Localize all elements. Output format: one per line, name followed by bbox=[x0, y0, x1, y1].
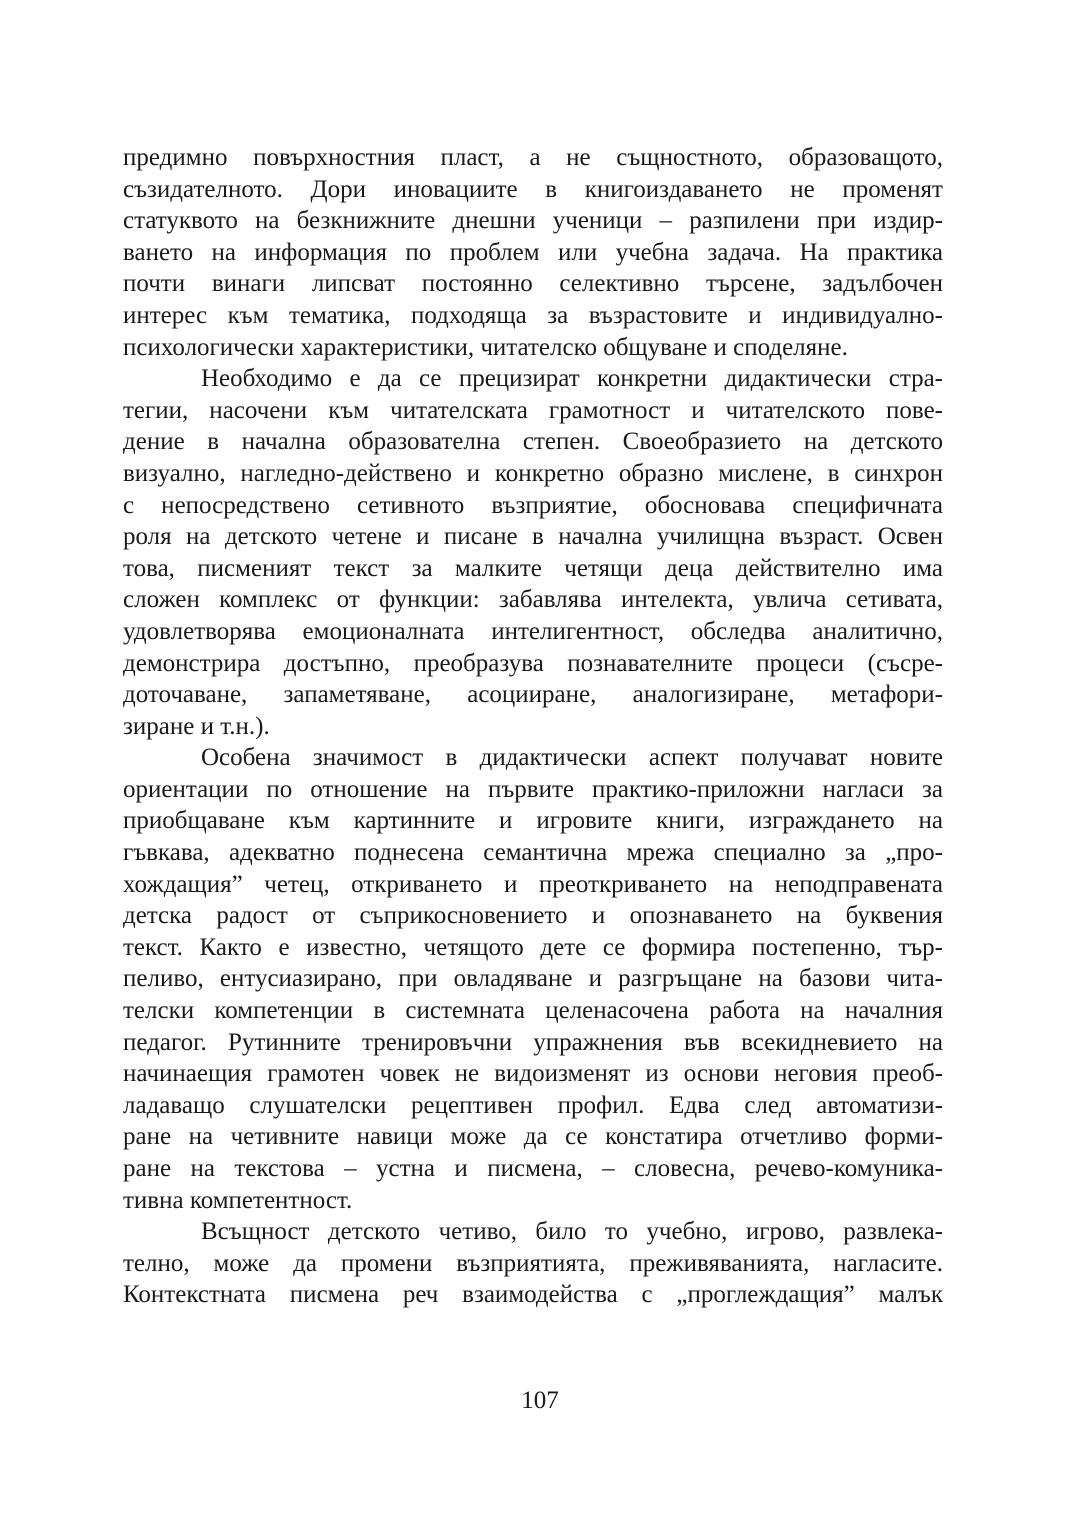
text-line: с непосредствено сетивното възприятие, обосновава специфичната bbox=[123, 491, 943, 519]
text-line: хождащия” четец, откриването и преоткриването на неподправената bbox=[123, 870, 943, 898]
text-line: телски компетенции в системната целенасочена работа на началния bbox=[123, 997, 943, 1025]
text-line: пеливо, ентусиазирано, при овладяване и разгръщане на базови чита- bbox=[123, 965, 943, 993]
text-line: Необходимо е да се прецизират конкретни дидактически стра- bbox=[201, 365, 943, 393]
text-line: статуквото на безкнижните днешни ученици – разпилени при издир- bbox=[123, 207, 943, 235]
text-line: психологически характеристики, читателско общуване и споделяне. bbox=[123, 333, 848, 361]
text-line: дение в начална образователна степен. Своеобразието на детското bbox=[123, 428, 943, 456]
text-line: това, писменият текст за малките четящи деца действително има bbox=[123, 554, 943, 582]
text-line: доточаване, запаметяване, асоцииране, аналогизиране, метафори- bbox=[123, 681, 943, 709]
paragraph bbox=[123, 363, 943, 742]
text-line: роля на детското четене и писане в начална училищна възраст. Освен bbox=[123, 523, 943, 551]
body-text bbox=[123, 142, 943, 1311]
text-line: съзидателното. Дори иновациите в книгоиздаването не променят bbox=[123, 175, 943, 203]
text-line: Особена значимост в дидактически аспект получават новите bbox=[201, 744, 943, 772]
text-line: визуално, нагледно-действено и конкретно образно мислене, в синхрон bbox=[123, 459, 943, 487]
text-line: педагог. Рутинните тренировъчни упражнения във всекидневието на bbox=[123, 1028, 943, 1056]
text-line: ориентации по отношение на първите практико-приложни нагласи за bbox=[123, 775, 943, 803]
page-number: 107 bbox=[521, 1387, 559, 1414]
text-line: текст. Както е известно, четящото дете се формира постепенно, тър- bbox=[123, 933, 943, 961]
text-line: детска радост от съприкосновението и опознаването на буквения bbox=[123, 902, 943, 930]
text-line: сложен комплекс от функции: забавлява интелекта, увлича сетивата, bbox=[123, 586, 943, 614]
text-line: Всъщност детското четиво, било то учебно, игрово, развлека- bbox=[201, 1218, 943, 1246]
text-line: почти винаги липсват постоянно селективно търсене, задълбочен bbox=[123, 270, 943, 298]
text-line: предимно повърхностния пласт, а не същностното, образоващото, bbox=[123, 144, 943, 171]
text-line: приобщаване към картинните и игровите книги, изграждането на bbox=[123, 807, 943, 835]
text-line: зиране и т.н.). bbox=[123, 712, 270, 740]
paragraph bbox=[123, 142, 943, 363]
text-line: тегии, насочени към читателската грамотност и читателското пове- bbox=[123, 396, 943, 424]
paragraph bbox=[123, 742, 943, 1216]
text-line: удовлетворява емоционалната интелигентност, обследва аналитично, bbox=[123, 617, 943, 645]
text-line: телно, може да промени възприятията, преживяванията, нагласите. bbox=[123, 1249, 943, 1277]
text-line: Контекстната писмена реч взаимодейства с „проглеждащия” малък bbox=[123, 1281, 943, 1309]
text-line: тивна компетентност. bbox=[123, 1186, 353, 1214]
text-line: начинаещия грамотен човек не видоизменят из основи неговия преоб- bbox=[123, 1060, 943, 1088]
paragraph bbox=[123, 1216, 943, 1311]
text-line: демонстрира достъпно, преобразува познавателните процеси (съсре- bbox=[123, 649, 943, 677]
text-line: ране на четивните навици може да се констатира отчетливо форми- bbox=[123, 1123, 943, 1151]
text-line: ране на текстова – устна и писмена, – словесна, речево-комуника- bbox=[123, 1155, 943, 1182]
text-line: интерес към тематика, подходяща за възрастовите и индивидуално- bbox=[123, 301, 943, 329]
text-line: ладаващо слушателски рецептивен профил. Едва след автоматизи- bbox=[123, 1091, 943, 1119]
text-line: ването на информация по проблем или учебна задача. На практика bbox=[123, 238, 943, 266]
text-line: гъвкава, адекватно поднесена семантична мрежа специално за „про- bbox=[123, 839, 943, 867]
